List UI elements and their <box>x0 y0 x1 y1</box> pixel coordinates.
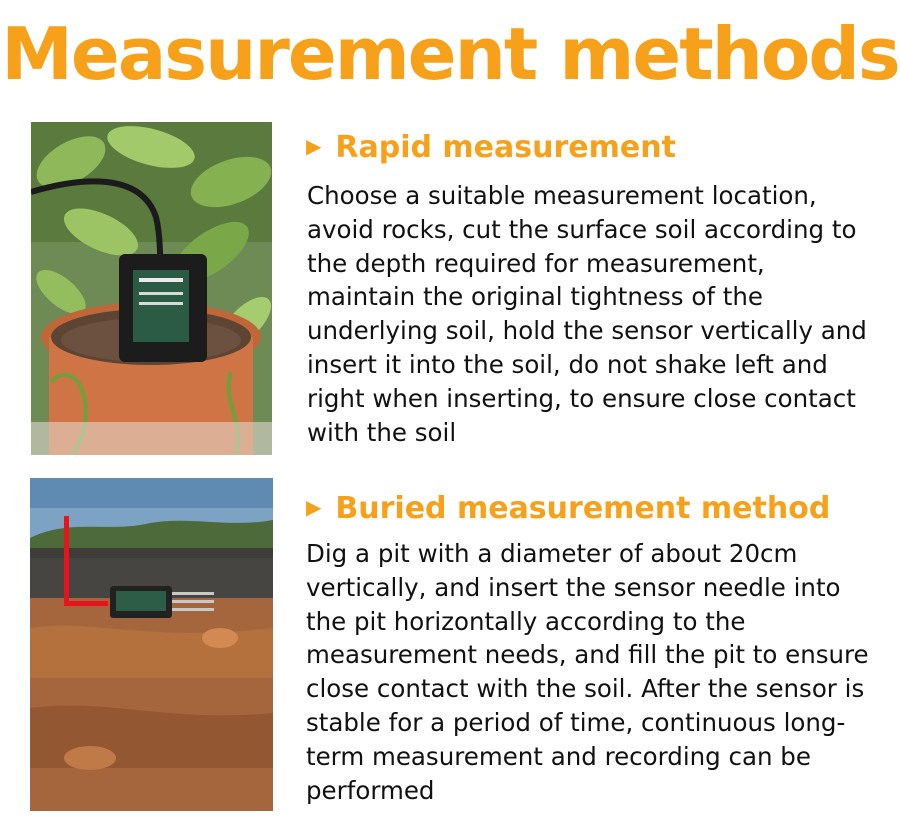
potted-plant-sensor-photo <box>31 122 272 455</box>
section-text-rapid: Choose a suitable measurement location, avoid rocks, cut the surface soil according to the depth required for measurement, maintain the original tightness of the underlying soil, hold the sensor vertically and insert it into the soil, do not shake left and right when inserting, to ensure close contact with the soil <box>307 181 867 447</box>
soil-pit-sensor-photo <box>30 478 273 811</box>
section-heading-label: Rapid measurement <box>335 130 676 165</box>
triangle-bullet-icon: ▶ <box>306 495 322 519</box>
section-text-buried: Dig a pit with a diameter of about 20cm vertically, and insert the sensor needle into the pit horizontally according to the measurement needs, and fill the pit to ensure close contact with the soil. After the sensor is stable for a period of time, continuous long-term measurement and recording can be performed <box>306 539 869 805</box>
section-heading-buried <box>306 487 830 529</box>
section-heading-rapid <box>306 126 676 168</box>
section-heading-label: Buried measurement method <box>335 491 831 526</box>
page-title: Measurement methods <box>1 12 899 96</box>
triangle-bullet-icon: ▶ <box>306 134 322 158</box>
